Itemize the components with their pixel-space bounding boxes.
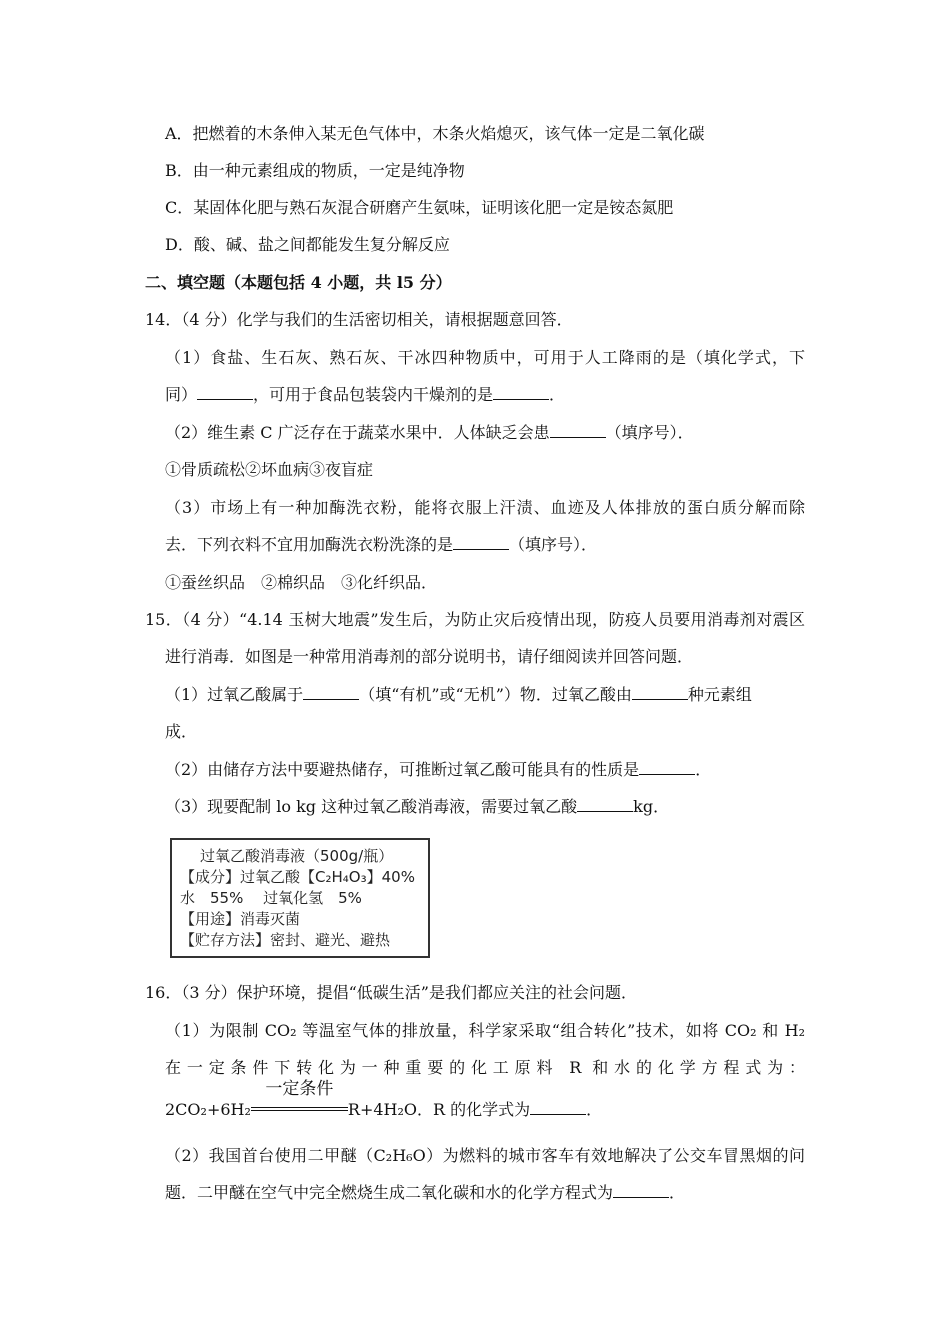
q14-stem: 14．（4 分）化学与我们的生活密切相关，请根据题意回答． — [145, 310, 573, 329]
q14-part3-line1: （3）市场上有一种加酶洗衣粉，能将衣服上汗渍、血迹及人体排放的蛋白质分解而除 — [165, 498, 805, 517]
q14-part3-options: ①蚕丝织品 ②棉织品 ③化纤织品． — [165, 573, 438, 592]
equation-reactants: 2CO₂+6H₂ — [165, 1100, 251, 1119]
label-title: 过氧乙酸消毒液（500g/瓶） — [200, 847, 394, 865]
equation-end: ． — [586, 1100, 603, 1119]
section-heading: 二、填空题（本题包括 4 小题，共 l5 分） — [145, 273, 452, 292]
equation-products: R+4H₂O．R 的化学式为 — [347, 1100, 531, 1119]
q15-part1-prefix: （1）过氧乙酸属于 — [165, 685, 304, 704]
q14-part3-line2 — [165, 535, 597, 555]
answer-blank[interactable] — [453, 535, 509, 550]
q15-part1 — [165, 685, 805, 705]
label-water: 水 55% 过氧化氢 5% — [180, 889, 362, 907]
q14-part2-suffix: （填序号）． — [605, 423, 694, 442]
disinfectant-label — [170, 838, 430, 958]
q13-option-d: D．酸、碱、盐之间都能发生复分解反应 — [165, 235, 450, 254]
answer-blank[interactable] — [639, 760, 695, 775]
answer-blank[interactable] — [577, 797, 633, 812]
equation-arrow — [251, 1079, 348, 1115]
q14-part2-options: ①骨质疏松②坏血病③夜盲症 — [165, 460, 374, 479]
q15-stem-line2: 进行消毒．如图是一种常用消毒剂的部分说明书，请仔细阅读并回答问题． — [165, 647, 694, 666]
chemical-equation — [165, 1079, 603, 1120]
answer-blank[interactable] — [493, 385, 549, 400]
q15-part2-suffix: ． — [695, 760, 712, 779]
q14-part1-end: ． — [549, 385, 566, 404]
answer-blank[interactable] — [530, 1100, 586, 1115]
q16-stem: 16．（3 分）保护环境，提倡“低碳生活”是我们都应关注的社会问题． — [145, 983, 637, 1002]
q15-part3 — [165, 797, 669, 817]
q14-part2-prefix: （2）维生素 C 广泛存在于蔬菜水果中．人体缺乏会患 — [165, 423, 550, 442]
answer-blank[interactable] — [550, 423, 606, 438]
q14-part1-prefix: 同） — [165, 385, 198, 404]
label-ingredients — [180, 867, 428, 888]
q13-option-b: B．由一种元素组成的物质，一定是纯净物 — [165, 161, 465, 180]
q13-option-a: A．把燃着的木条伸入某无色气体中，木条火焰熄灭，该气体一定是二氧化碳 — [165, 124, 705, 143]
label-formula: C₂H₄O₃ — [315, 868, 367, 886]
q16-part1-line1: （1）为限制 CO₂ 等温室气体的排放量，科学家采取“组合转化”技术，如将 CO₂ 和 H₂ — [165, 1021, 805, 1040]
label-ingredients-suffix: 】40% — [366, 868, 415, 886]
q15-part1-suffix: 种元素组 — [687, 685, 752, 704]
q15-part3-suffix: kg． — [633, 797, 670, 816]
label-storage: 【贮存方法】密封、避光、避热 — [180, 931, 391, 949]
label-ingredients-prefix: 【成分】过氧乙酸【 — [180, 868, 316, 886]
q15-part3-prefix: （3）现要配制 lo kg 这种过氧乙酸消毒液，需要过氧乙酸 — [165, 797, 578, 816]
answer-blank[interactable] — [197, 385, 253, 400]
q15-stem-line1: 15．（4 分）“4.14 玉树大地震”发生后，为防止灾后疫情出现，防疫人员要用消毒剂对震区 — [145, 610, 805, 629]
q14-part2 — [165, 423, 694, 443]
q14-part1-line2 — [165, 385, 565, 405]
q15-part1-middle: （填“有机”或“无机”）物．过氧乙酸由 — [359, 685, 632, 704]
answer-blank[interactable] — [613, 1183, 669, 1198]
q14-part1-line1: （1）食盐、生石灰、熟石灰、干冰四种物质中，可用于人工降雨的是（填化学式，下 — [165, 348, 805, 367]
q14-part1-middle: ，可用于食品包装袋内干燥剂的是 — [253, 385, 494, 404]
q16-part2-prefix: 题．二甲醚在空气中完全燃烧生成二氧化碳和水的化学方程式为 — [165, 1183, 614, 1202]
label-use: 【用途】消毒灭菌 — [180, 910, 301, 928]
equation-condition: 一定条件 — [265, 1079, 334, 1099]
q15-part2 — [165, 760, 711, 780]
q15-part2-prefix: （2）由储存方法中要避热储存，可推断过氧乙酸可能具有的性质是 — [165, 760, 640, 779]
answer-blank[interactable] — [632, 685, 688, 700]
q16-part2-line2 — [165, 1183, 685, 1203]
q16-part1-line2: 在一定条件下转化为一种重要的化工原料 R 和水的化学方程式为： — [165, 1058, 805, 1077]
q16-part2-line1: （2）我国首台使用二甲醚（C₂H₆O）为燃料的城市客车有效地解决了公交车冒黑烟的问 — [165, 1146, 805, 1165]
q16-part2-suffix: ． — [669, 1183, 686, 1202]
q15-part1-continued: 成． — [165, 722, 198, 741]
q14-part3-prefix: 去．下列衣料不宜用加酶洗衣粉洗涤的是 — [165, 535, 454, 554]
q14-part3-suffix: （填序号）． — [509, 535, 598, 554]
q13-option-c: C．某固体化肥与熟石灰混合研磨产生氨味，证明该化肥一定是铵态氮肥 — [165, 198, 674, 217]
answer-blank[interactable] — [303, 685, 359, 700]
